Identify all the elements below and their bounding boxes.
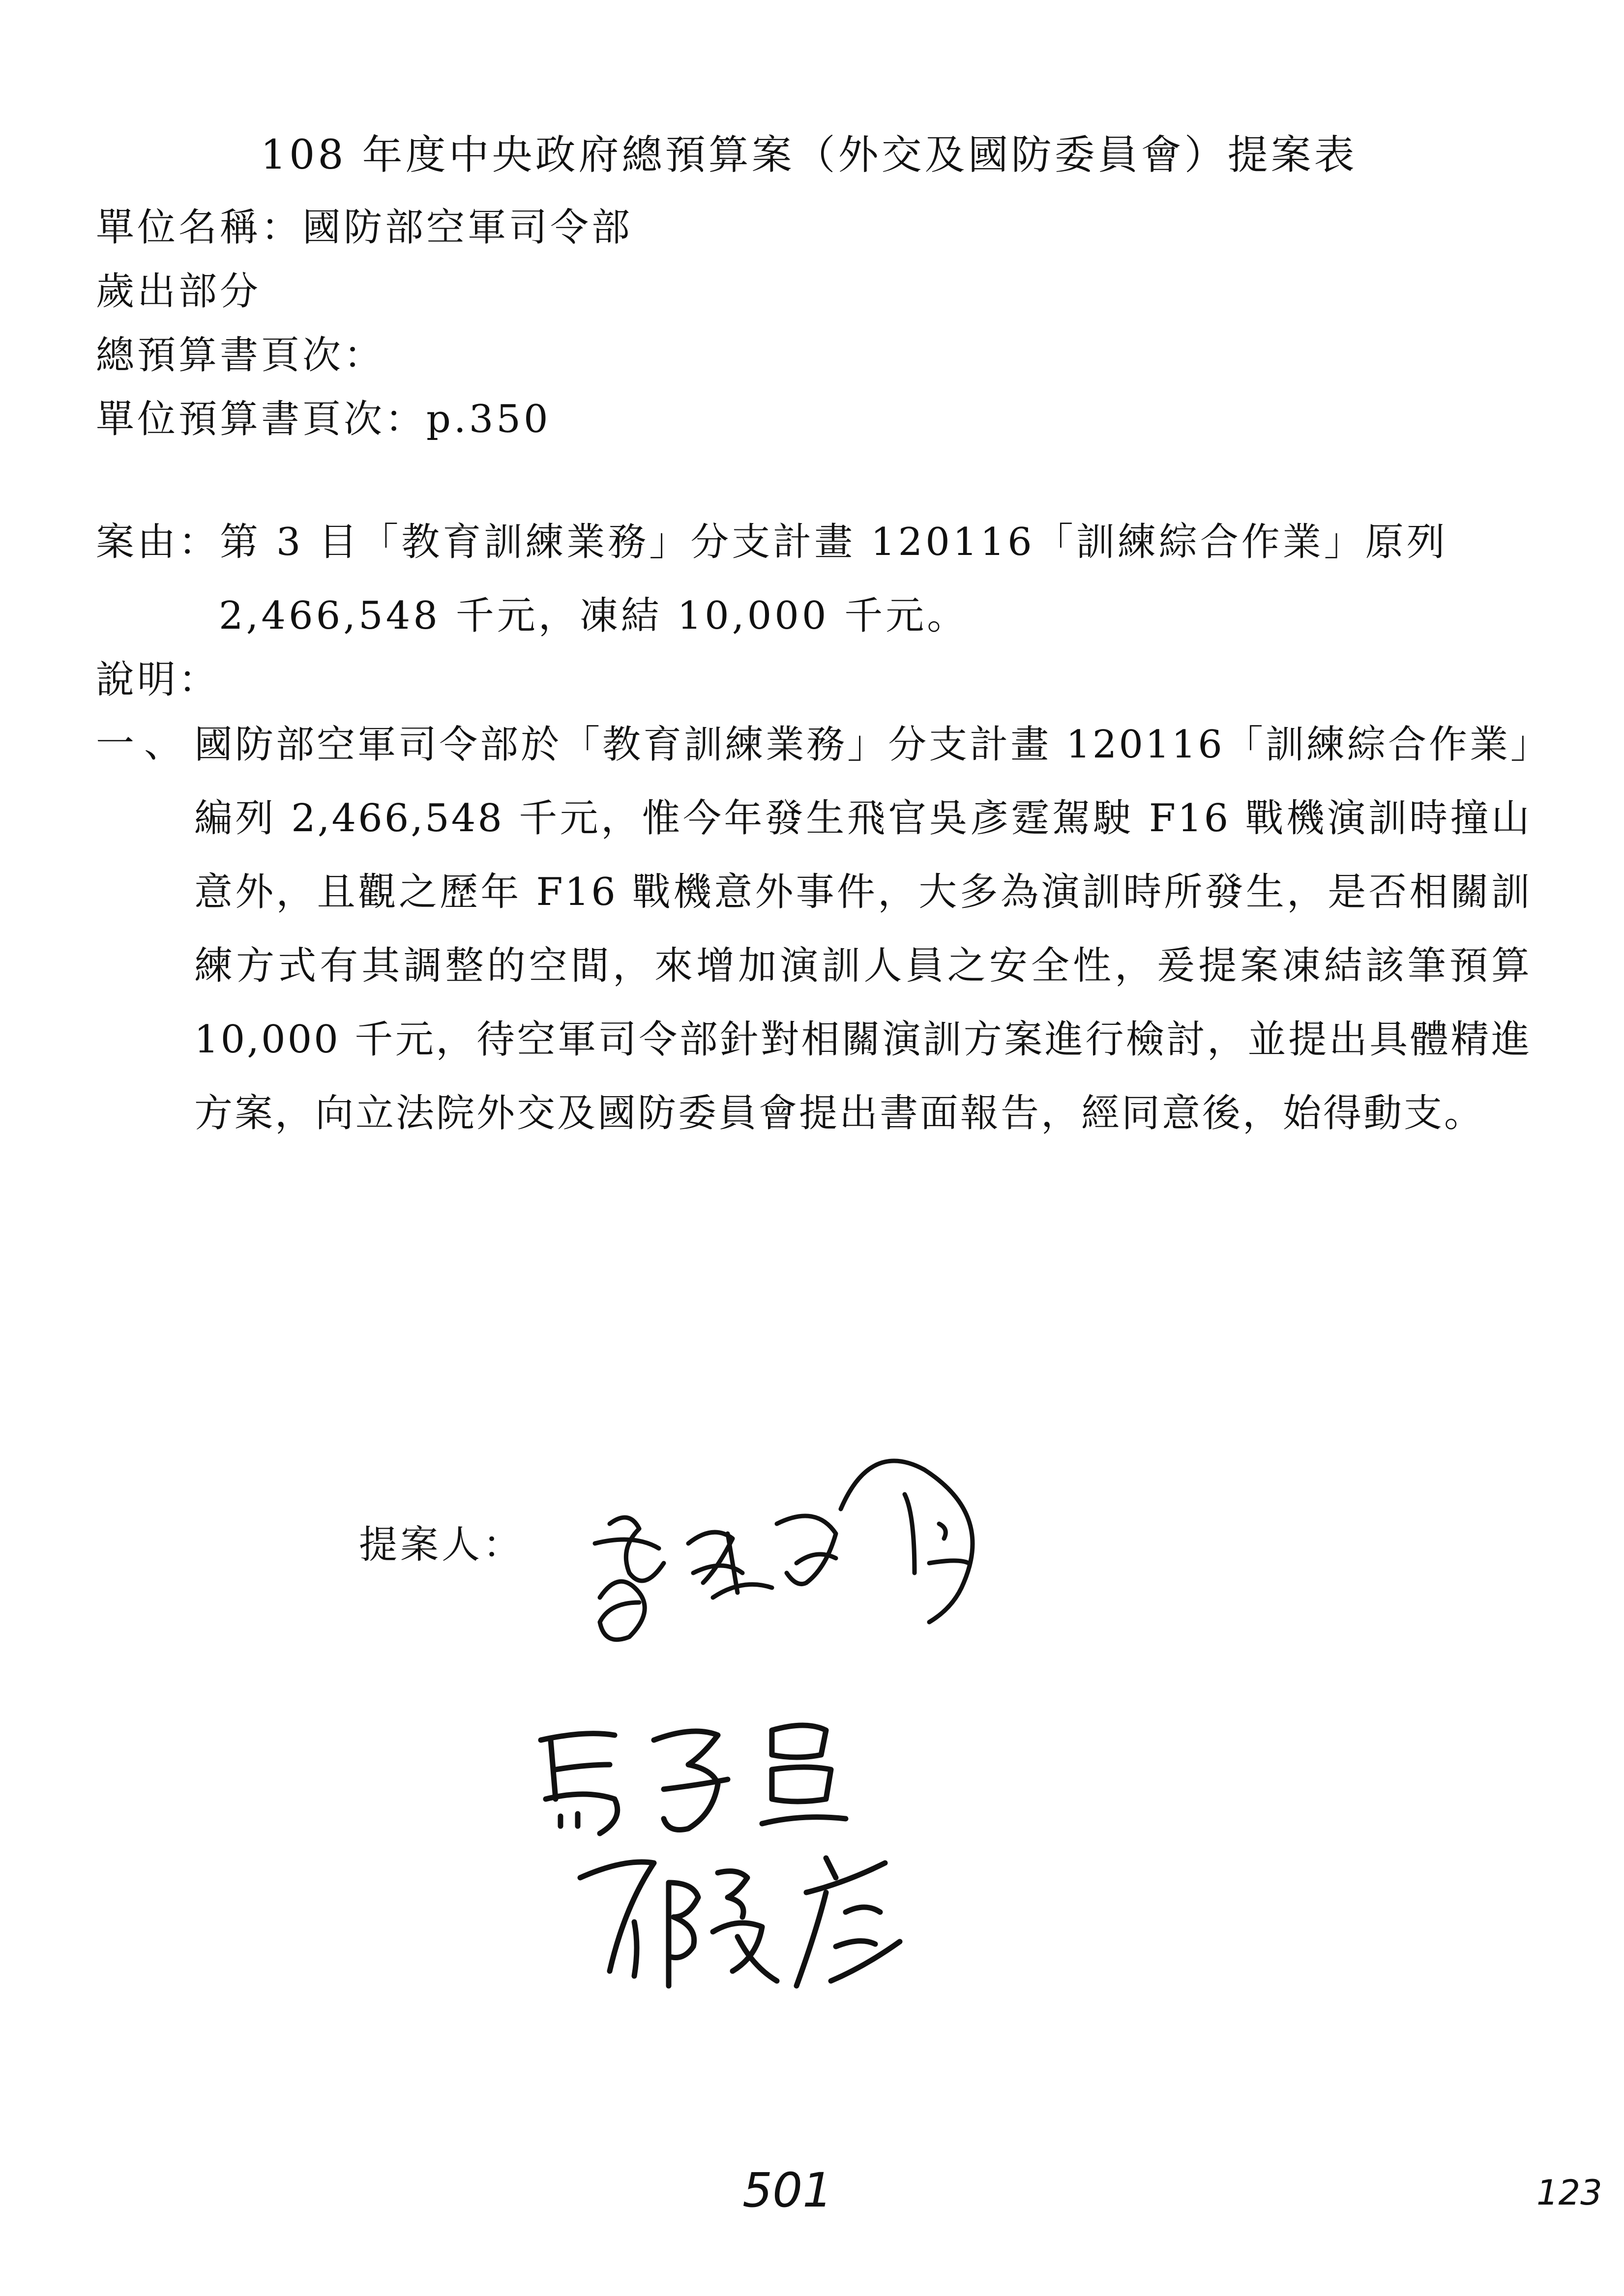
section-label: 歲出部分: [96, 269, 262, 314]
proposer-label: 提案人：: [359, 1523, 525, 1567]
total-budget-page: 總預算書頁次：: [96, 333, 385, 378]
unit-budget-page: 單位預算書頁次：p.350: [96, 397, 551, 441]
unit-name: 單位名稱：國防部空軍司令部: [96, 205, 633, 250]
page-number-center: 501: [742, 2163, 833, 2218]
signature-1: [565, 1450, 1008, 1671]
case-line-1: 案由：第 3 目「教育訓練業務」分支計畫 120116「訓練綜合作業」原列: [96, 520, 1448, 564]
explanation-item-text: 國防部空軍司令部於「教育訓練業務」分支計畫 120116「訓練綜合作業」編列 2,466,548 千元，惟今年發生飛官吳彥霆駕駛 F16 戰機演訓時撞山意外，且觀之歷年 F16 戰機意外事件，大多為演訓時所發生，是否相關訓練方式有其調整的空間，來增加演訓人員之安全性，爰提案凍結該筆預算 10,000 千元，待空軍司令部針對相關演訓方案進行檢討，並提出具體精進方案，向立法院外交及國防委員會提出書面報告，經同意後，始得動支。: [194, 723, 1532, 1135]
document-title: 108 年度中央政府總預算案（外交及國防委員會）提案表: [261, 132, 1358, 178]
signature-3: [551, 1838, 924, 2001]
explanation-item-number: 一、: [96, 722, 193, 766]
case-line-2: 2,466,548 千元，凍結 10,000 千元。: [219, 594, 969, 638]
explanation-label: 說明：: [96, 658, 220, 702]
page-number-right: 123: [1536, 2173, 1602, 2213]
signature-2: [516, 1711, 860, 1848]
